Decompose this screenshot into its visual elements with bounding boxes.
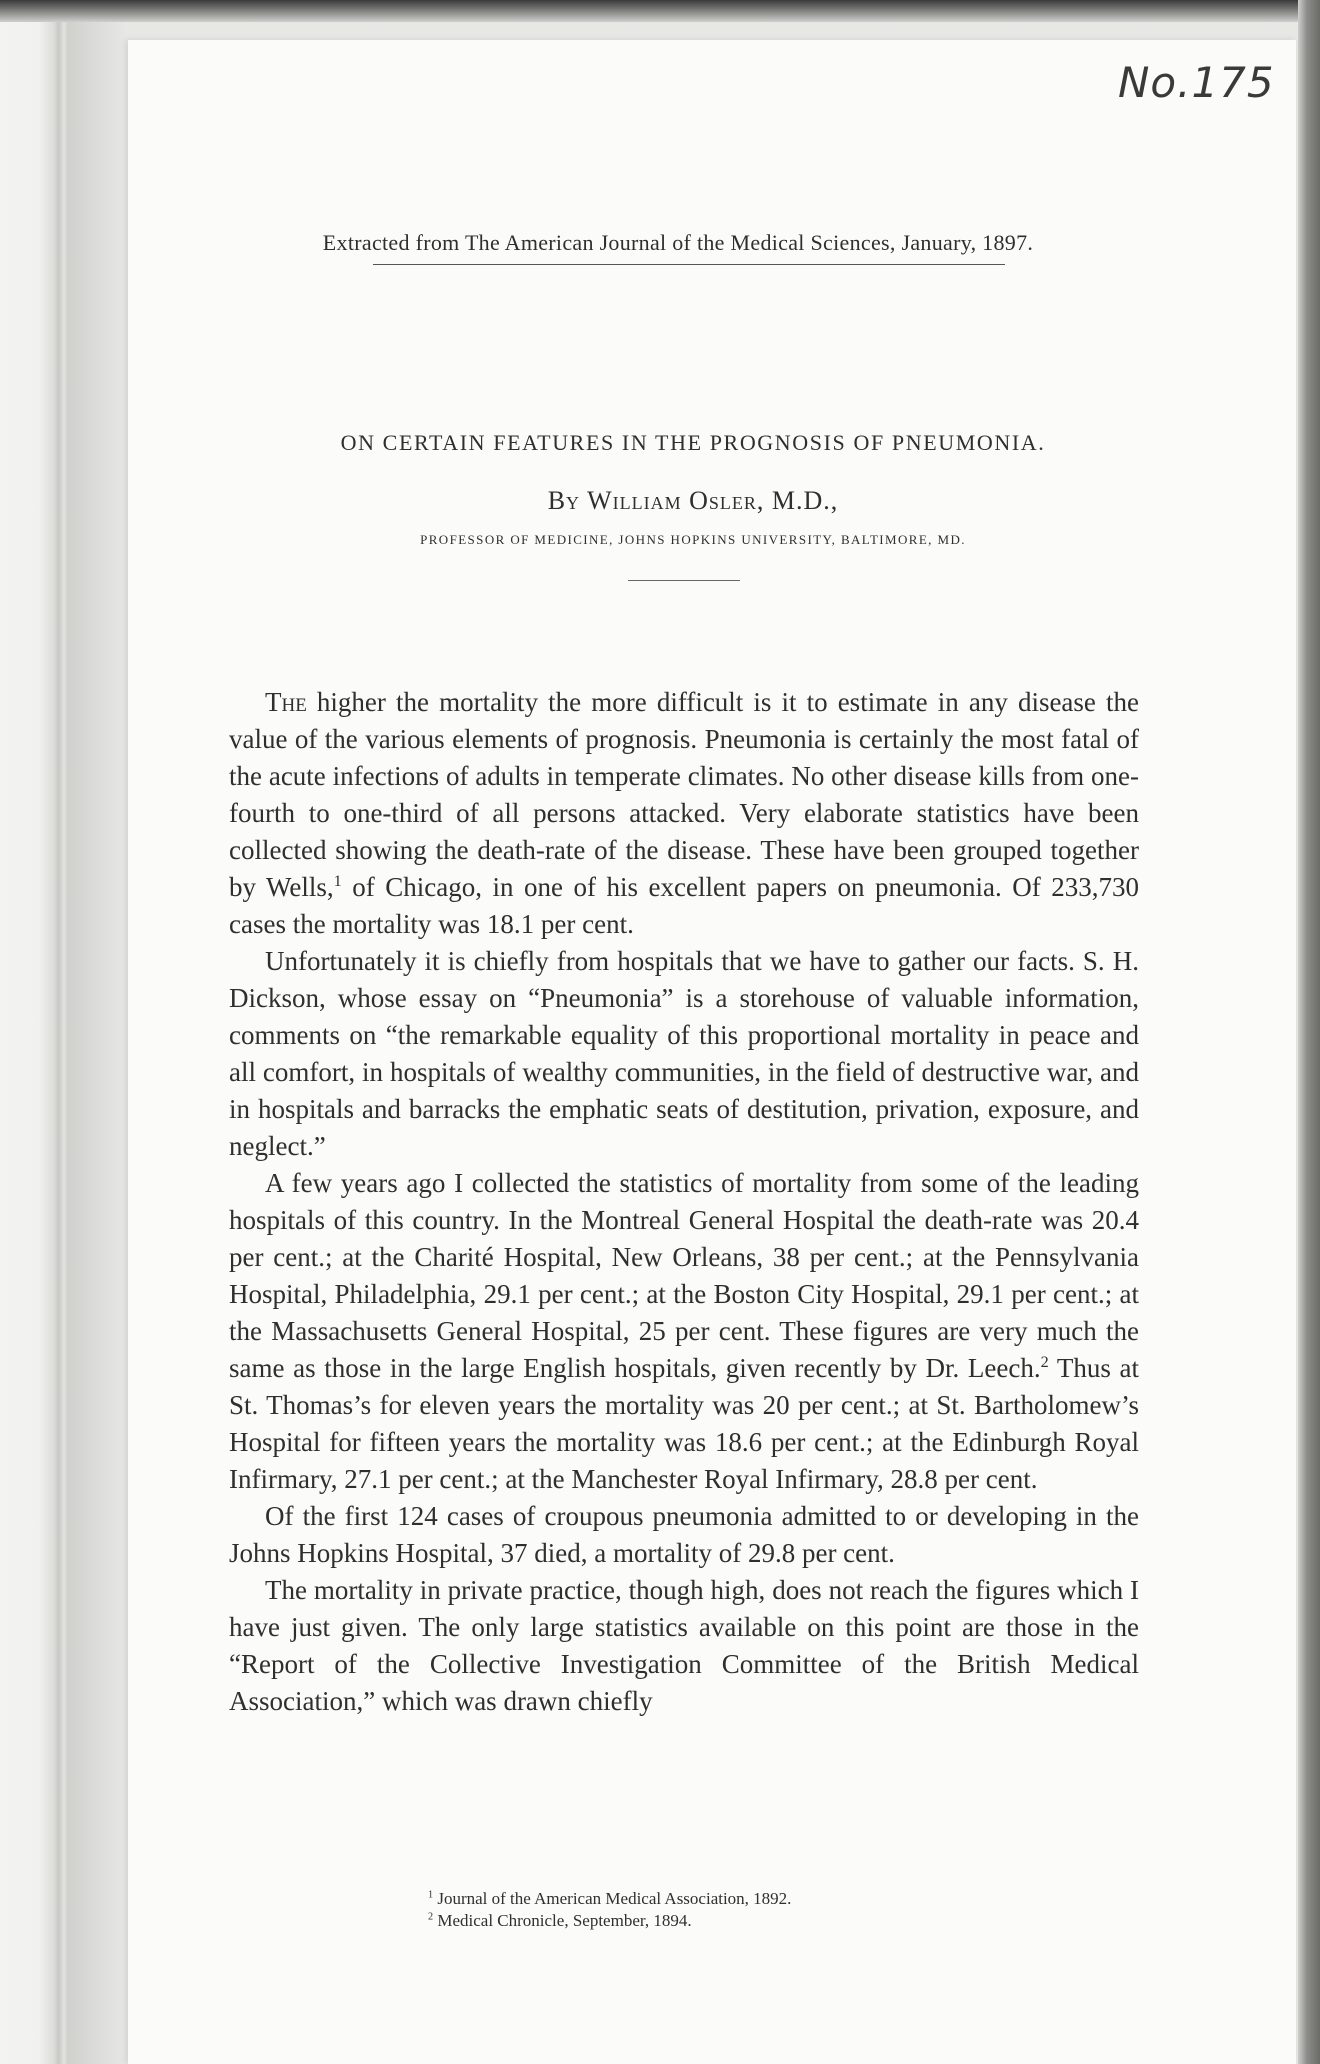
footnote-ref-2: 2 bbox=[1040, 1353, 1049, 1371]
footnote-2-text: Medical Chronicle, September, 1894. bbox=[437, 1911, 692, 1930]
footnote-ref-1: 1 bbox=[333, 872, 342, 890]
paragraph-4: Of the first 124 cases of croupous pneumonia admitted to or developing in the Johns Hopkins Hospital, 37 died, a mortality of 29.8 per cent. bbox=[229, 1501, 1139, 1568]
footnote-2-mark: 2 bbox=[428, 1911, 434, 1923]
paragraph-3-text-b: Thus at St. Thomas’s for eleven years the mortality was 20 per cent.; at St. Bartholomew’s Hospital for fifteen years the mortality was 18.6 per cent.; at the Edinburgh Royal Infirmary, 27.1 per cent.; at the Manchester Royal Infirmary, 28.8 per cent. bbox=[229, 1353, 1139, 1494]
author-affiliation: PROFESSOR OF MEDICINE, JOHNS HOPKINS UNIVERSITY, BALTIMORE, MD. bbox=[420, 532, 966, 547]
paragraph-2: Unfortunately it is chiefly from hospitals that we have to gather our facts. S. H. Dickson, whose essay on “Pneumonia” is a storehouse of valuable information, comments on “the remarkable equality of this proportional mortality in peace and all comfort, in hospitals of wealthy communities, in the field of destructive war, and in hospitals and barracks the emphatic seats of destitution, privation, exposure, and neglect.” bbox=[229, 946, 1139, 1161]
paragraph-1-text-a: higher the mortality the more difficult is it to estimate in any disease the value of the various elements of prognosis. Pneumonia is certainly the most fatal of the acute infections of adults in temperate climates. No other disease kills from one-fourth to one-third of all persons attacked. Very elaborate statistics have been collected showing the death-rate of the disease. These have been grouped together by Wells, bbox=[229, 687, 1139, 902]
footnote-1 bbox=[428, 1888, 1028, 1910]
scan-top-shadow bbox=[0, 0, 1320, 22]
paragraph-1 bbox=[229, 684, 1139, 943]
scan-right-edge bbox=[1298, 0, 1320, 2064]
paragraph-3 bbox=[229, 1165, 1139, 1498]
paragraph-3-text-a: A few years ago I collected the statistics of mortality from some of the leading hospitals of this country. In the Montreal General Hospital the death-rate was 20.4 per cent.; at the Charité Hospital, New Orleans, 38 per cent.; at the Pennsylvania Hospital, Philadelphia, 29.1 per cent.; at the Boston City Hospital, 29.1 per cent.; at the Massachusetts General Hospital, 25 per cent. These figures are very much the same as those in the large English hospitals, given recently by Dr. Leech. bbox=[229, 1168, 1139, 1383]
footnotes bbox=[428, 1888, 1028, 1932]
article-body bbox=[229, 684, 1139, 1720]
source-citation: Extracted from The American Journal of the Medical Sciences, January, 1897. bbox=[322, 230, 1034, 255]
paragraph-1-lead-word: The bbox=[265, 687, 307, 717]
section-divider bbox=[628, 580, 740, 581]
footnote-1-mark: 1 bbox=[428, 1889, 434, 1901]
paragraph-5: The mortality in private practice, though high, does not reach the figures which I have just given. The only large statistics available on this point are those in the “Report of the Collective Investigation Committee of the British Medical Association,” which was drawn chiefly bbox=[229, 1575, 1139, 1716]
author-byline: By William Osler, M.D., bbox=[547, 486, 839, 515]
handwritten-page-number: No.175 bbox=[1118, 58, 1275, 107]
document-page bbox=[128, 40, 1296, 2064]
source-underline bbox=[373, 264, 1005, 265]
scan-binding-margin bbox=[0, 22, 128, 2064]
article-title: ON CERTAIN FEATURES IN THE PROGNOSIS OF PNEUMONIA. bbox=[340, 430, 1046, 455]
footnote-1-text: Journal of the American Medical Association, 1892. bbox=[437, 1889, 792, 1908]
paragraph-1-text-b: of Chicago, in one of his excellent papers on pneumonia. Of 233,730 cases the mortality was 18.1 per cent. bbox=[229, 872, 1140, 939]
footnote-2 bbox=[428, 1910, 1028, 1932]
